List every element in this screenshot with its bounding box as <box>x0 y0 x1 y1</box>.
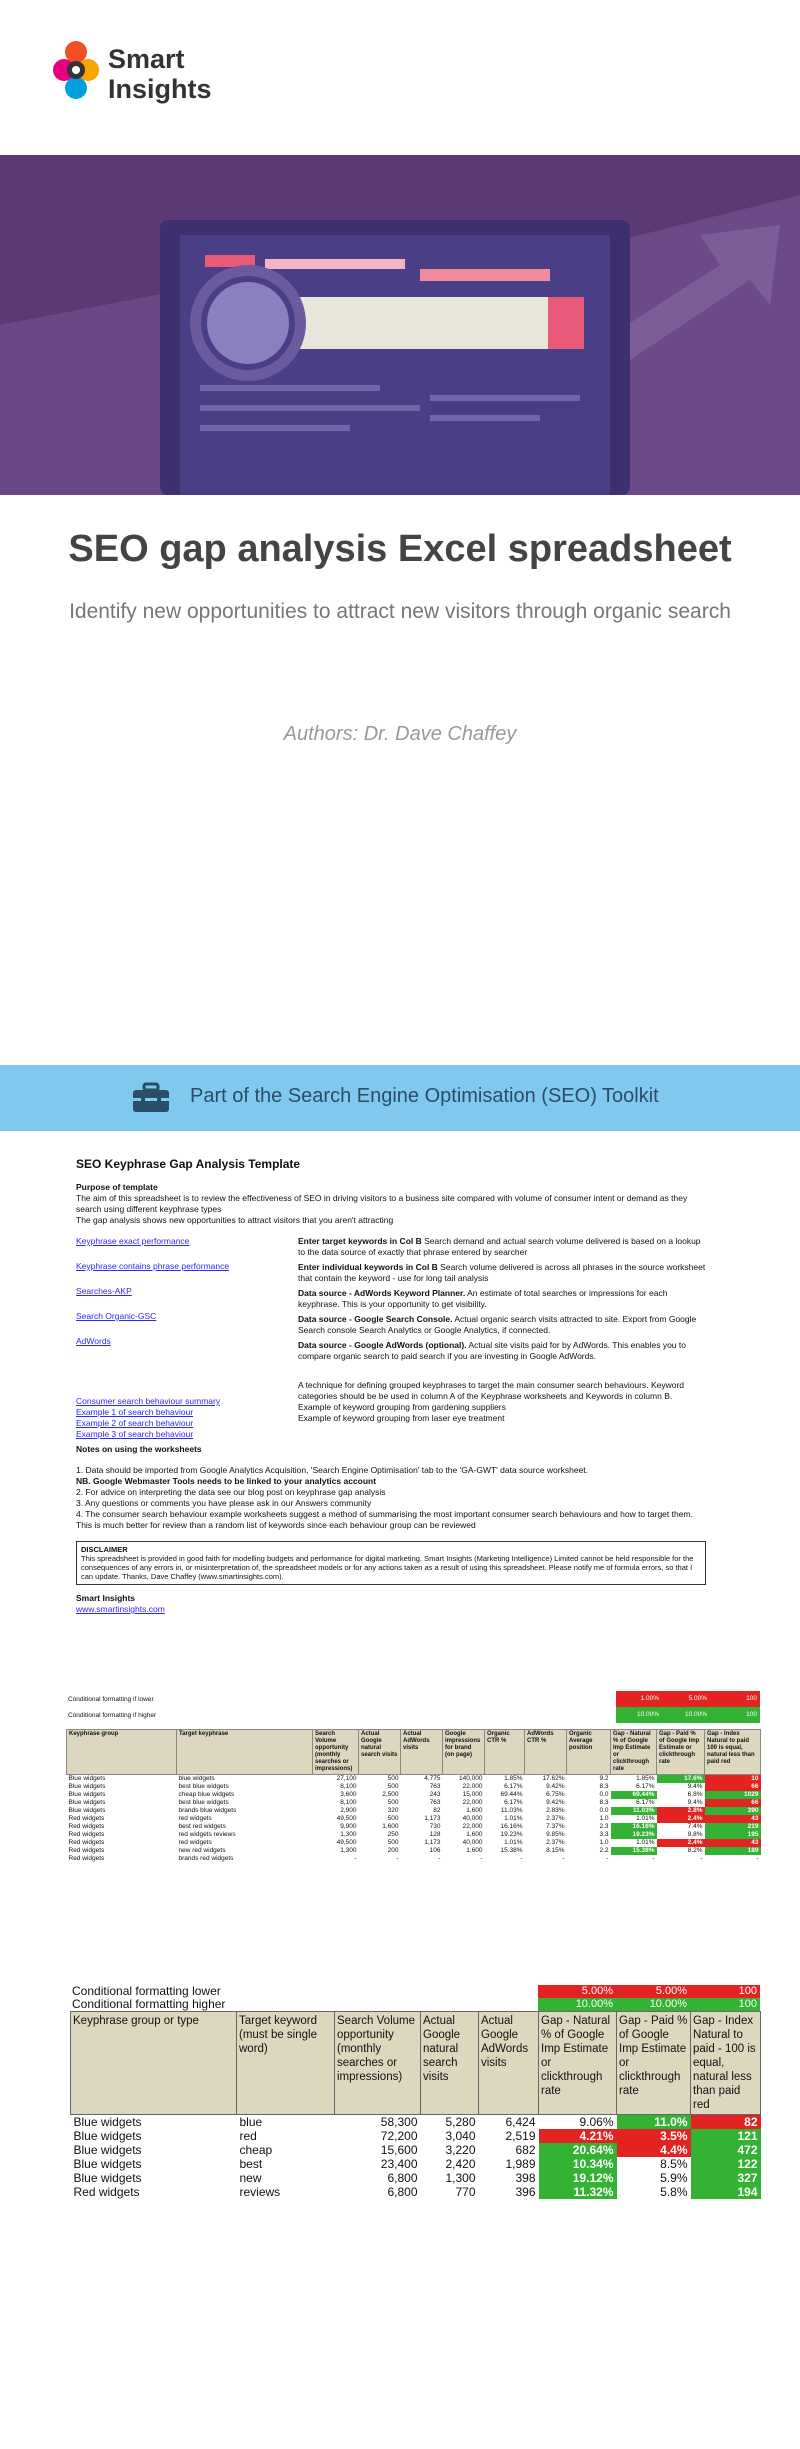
table-cell: Red widgets <box>73 2185 140 2199</box>
purpose-title: Purpose of template <box>76 1182 158 1192</box>
example-text-2: Example of keyword grouping from gardening suppliers <box>298 1402 506 1412</box>
table-cell: 500 <box>387 1839 399 1846</box>
table-cell: 2.4% <box>657 1839 705 1847</box>
table-cell: 2,900 <box>340 1807 357 1814</box>
table-cell: 11.03% <box>500 1807 523 1814</box>
table-row <box>67 1815 761 1823</box>
table-cell: 243 <box>429 1791 441 1798</box>
table-cell: best blue widgets <box>178 1799 229 1806</box>
big-col-header-3: Actual Google natural search visits <box>421 2012 479 2115</box>
table-cell: Blue widgets <box>68 1799 106 1806</box>
table-cell: 69.44% <box>611 1791 657 1799</box>
table-cell: 1,600 <box>466 1847 483 1854</box>
table-cell: blue <box>239 2115 263 2129</box>
table-cell: 2.3 <box>599 1823 609 1830</box>
footer-name: Smart Insights <box>76 1593 136 1603</box>
table-cell: 8.3 <box>599 1799 609 1806</box>
table-cell: Blue widgets <box>73 2157 142 2171</box>
table-cell: 2.2 <box>599 1847 609 1854</box>
table-cell: 9.42% <box>546 1783 565 1790</box>
table-cell: - <box>480 1855 483 1862</box>
table-cell: 122 <box>691 2157 761 2171</box>
table-cell: - <box>606 1855 609 1862</box>
table-cell: new <box>239 2171 262 2185</box>
table-cell: Blue widgets <box>73 2143 142 2157</box>
table-cell: 6,424 <box>505 2115 536 2129</box>
hero-banner <box>0 155 800 495</box>
table-cell: Blue widgets <box>68 1807 106 1814</box>
big-gap-table-section <box>70 1985 760 2199</box>
table-cell: 500 <box>387 1815 399 1822</box>
table-row <box>71 2157 761 2171</box>
table-cell: 27,100 <box>336 1775 357 1782</box>
big-col-header-7: Gap - Index Natural to paid - 100 is equal, natural less than paid red <box>691 2012 761 2115</box>
table-cell: 15.38% <box>611 1847 657 1855</box>
table-cell: - <box>700 1855 703 1862</box>
instruction-1: Enter target keywords in Col B Search demand and actual search volume delivered is based on a lookup to the data source of exactly that phrase entered by searcher <box>298 1236 701 1257</box>
table-cell: 9.8% <box>687 1831 703 1838</box>
big-cf-lower-1: 5.00% <box>538 1985 616 1998</box>
table-cell: Red widgets <box>68 1847 105 1854</box>
table-cell: 2.83% <box>546 1807 565 1814</box>
table-cell: 1,989 <box>505 2157 536 2171</box>
table-cell: Red widgets <box>68 1839 105 1846</box>
table-cell: 1,173 <box>424 1839 441 1846</box>
small-cf-lower-3: 100 <box>710 1691 760 1707</box>
table-cell: 500 <box>387 1783 399 1790</box>
template-document <box>76 1159 706 1615</box>
table-row <box>71 2171 761 2185</box>
table-cell: 1,600 <box>382 1823 399 1830</box>
table-cell: 763 <box>429 1783 441 1790</box>
disclaimer-text: This spreadsheet is provided in good faith for modelling budgets and performance for digital marketing. Smart Insights (Marketing Intelligence) Limited cannot be held responsible for the consequences of any errors in, or misinterpretation of, the spreadsheet models or for any actions taken as a result of using this spreadsheet. Please notify me of formula errors, so that I can update. Thanks, Dave Chaffey (www.smartinsights.com). <box>81 1554 694 1581</box>
table-cell: - <box>652 1855 655 1862</box>
table-cell: red widgets <box>178 1815 212 1822</box>
toolkit-banner[interactable] <box>0 1065 800 1131</box>
table-cell: - <box>756 1855 759 1862</box>
table-cell: 49,500 <box>336 1815 357 1822</box>
table-cell: - <box>520 1855 523 1862</box>
big-gap-table <box>70 2011 761 2199</box>
link-keyphrase-exact[interactable]: Keyphrase exact performance <box>76 1236 190 1246</box>
example-text-1: A technique for defining grouped keyphrases to target the main consumer search behaviours. Keyword categories should be be used in column A of the Keyphrase worksheets and Keywords in column B. <box>298 1380 685 1401</box>
table-cell: 3,220 <box>445 2143 476 2157</box>
logo-mark-icon <box>50 38 106 108</box>
table-cell: 250 <box>387 1831 399 1838</box>
table-cell: red widgets reviews <box>178 1831 236 1838</box>
table-cell: 6.17% <box>636 1783 655 1790</box>
table-cell: 7.37% <box>546 1823 565 1830</box>
small-col-header-10: Gap - Paid % of Google Imp Estimate or clickthrough rate <box>657 1730 705 1775</box>
table-cell: 10.34% <box>539 2157 617 2171</box>
table-cell: 1.01% <box>504 1839 523 1846</box>
table-cell: 770 <box>455 2185 476 2199</box>
table-cell: 22,000 <box>462 1823 483 1830</box>
table-cell: 6.17% <box>636 1799 655 1806</box>
table-cell: 398 <box>515 2171 536 2185</box>
table-cell: 82 <box>433 1807 441 1814</box>
table-row <box>67 1783 761 1791</box>
table-cell: 2.37% <box>546 1815 565 1822</box>
table-cell: 1.85% <box>636 1775 655 1782</box>
table-cell: 1.01% <box>636 1815 655 1822</box>
table-cell: 9.2 <box>599 1775 609 1782</box>
table-cell: red <box>239 2129 257 2143</box>
disclaimer-title: DISCLAIMER <box>81 1545 128 1554</box>
table-cell: Red widgets <box>68 1815 105 1822</box>
table-cell: 1.01% <box>504 1815 523 1822</box>
table-cell: 4,775 <box>424 1775 441 1782</box>
table-cell: best <box>239 2157 263 2171</box>
table-cell: 9.4% <box>687 1799 703 1806</box>
table-cell: 8.3 <box>599 1783 609 1790</box>
table-row <box>67 1839 761 1847</box>
table-cell: Blue widgets <box>73 2115 142 2129</box>
table-cell: 8.15% <box>546 1847 565 1854</box>
table-row <box>67 1799 761 1807</box>
table-cell: 6.8% <box>687 1791 703 1798</box>
table-cell: 8.2% <box>687 1847 703 1854</box>
example-descriptions <box>298 1380 708 1424</box>
example-text-3: Example of keyword grouping from laser eye treatment <box>298 1413 505 1423</box>
table-cell: 43 <box>705 1839 761 1847</box>
page-title: SEO gap analysis Excel spreadsheet <box>68 528 732 570</box>
table-row <box>71 2129 761 2143</box>
table-cell: new red widgets <box>178 1847 226 1854</box>
table-cell: blue widgets <box>178 1775 215 1782</box>
table-cell: 19.23% <box>611 1831 657 1839</box>
footer-url-link[interactable]: www.smartinsights.com <box>76 1604 165 1614</box>
small-cf-higher-label: Conditional formatting if higher <box>68 1712 157 1719</box>
table-cell: 19.23% <box>500 1831 523 1838</box>
table-cell: 23,400 <box>380 2157 418 2171</box>
table-cell: 5.9% <box>660 2171 688 2185</box>
table-cell: 15,600 <box>380 2143 418 2157</box>
table-cell: 20.64% <box>539 2143 617 2157</box>
table-cell: 106 <box>429 1847 441 1854</box>
table-cell: 5.8% <box>660 2185 688 2199</box>
table-cell: Blue widgets <box>68 1791 106 1798</box>
small-cf-higher-3: 100 <box>710 1707 760 1723</box>
small-col-header-4: Actual AdWords visits <box>401 1730 443 1775</box>
small-col-header-8: Organic Average position <box>567 1730 611 1775</box>
table-cell: 500 <box>387 1799 399 1806</box>
small-gap-table <box>66 1729 761 1863</box>
table-row <box>71 2115 761 2130</box>
note-5: This is much better for review than a random list of keywords since each behaviour group can be reviewed <box>76 1520 476 1530</box>
table-cell: 2,519 <box>505 2129 536 2143</box>
small-gap-table-section <box>66 1691 760 1863</box>
table-cell: Blue widgets <box>68 1775 106 1782</box>
table-cell: brands blue widgets <box>178 1807 237 1814</box>
table-cell: 194 <box>691 2185 761 2199</box>
table-cell: - <box>438 1855 441 1862</box>
small-table-header-row <box>67 1730 761 1775</box>
table-cell: 6,800 <box>387 2185 418 2199</box>
big-cf-higher-1: 10.00% <box>538 1998 616 2011</box>
table-row <box>71 2185 761 2199</box>
instruction-4: Data source - Google Search Console. Actual organic search visits attracted to site. Export from Google Search console Search Analytics or Google Analytics, if connected. <box>298 1314 697 1335</box>
magnifier-illustration-icon <box>0 155 800 495</box>
table-cell: 19.12% <box>539 2171 617 2185</box>
small-col-header-5: Google impressions for brand (on page) <box>443 1730 485 1775</box>
table-cell: 2.8% <box>657 1807 705 1815</box>
table-cell: 0.0 <box>599 1807 609 1814</box>
table-cell: 22,000 <box>462 1799 483 1806</box>
table-row <box>67 1831 761 1839</box>
table-row <box>67 1775 761 1784</box>
table-cell: 189 <box>705 1847 761 1855</box>
table-cell: - <box>354 1855 357 1862</box>
table-cell: 6.75% <box>546 1791 565 1798</box>
table-cell: 11.03% <box>611 1807 657 1815</box>
link-example-3[interactable]: Example 3 of search behaviour <box>76 1429 194 1439</box>
table-cell: 200 <box>387 1847 399 1854</box>
small-cf-lower-1: 1.00% <box>616 1691 662 1707</box>
table-cell: 219 <box>705 1823 761 1831</box>
table-cell: 2,500 <box>382 1791 399 1798</box>
table-cell: 3.3 <box>599 1831 609 1838</box>
table-cell: - <box>396 1855 399 1862</box>
link-searches-akp[interactable]: Searches-AKP <box>76 1286 132 1296</box>
small-col-header-3: Actual Google natural search visits <box>359 1730 401 1775</box>
small-col-header-9: Gap - Natural % of Google Imp Estimate or clickthrough rate <box>611 1730 657 1775</box>
table-cell: 1,300 <box>340 1831 357 1838</box>
table-cell: 3.5% <box>617 2129 691 2143</box>
big-cf-higher-label: Conditional formatting higher <box>72 1997 226 2011</box>
instruction-3: Data source - AdWords Keyword Planner. An estimate of total searches or impressions for each keyphrase. This is your opportunity to get visibility. <box>298 1288 668 1309</box>
big-col-header-2: Search Volume opportunity (monthly searches or impressions) <box>335 2012 421 2115</box>
table-cell: Blue widgets <box>73 2171 142 2185</box>
table-cell: 16.16% <box>611 1823 657 1831</box>
table-row <box>71 2143 761 2157</box>
purpose-text-1: The aim of this spreadsheet is to review the effectiveness of SEO in driving visitors to a business site compared with volume of consumer intent or demand as they search using different keyphrase types <box>76 1193 688 1214</box>
table-cell: - <box>562 1855 565 1862</box>
table-cell: 472 <box>691 2143 761 2157</box>
table-cell: 2.37% <box>546 1839 565 1846</box>
table-cell: 9.85% <box>546 1831 565 1838</box>
table-cell: 9.42% <box>546 1799 565 1806</box>
table-cell: 9,900 <box>340 1823 357 1830</box>
big-col-header-0: Keyphrase group or type <box>71 2012 237 2115</box>
table-cell: 66 <box>705 1799 761 1807</box>
link-adwords[interactable]: AdWords <box>76 1336 111 1346</box>
small-cf-higher-2: 10.00% <box>662 1707 710 1723</box>
table-cell: 8,100 <box>340 1783 357 1790</box>
instruction-5: Data source - Google AdWords (optional). Actual site visits paid for by AdWords. This enables you to compare organic search to paid search if you are investing in Google AdWords. <box>298 1340 686 1361</box>
table-cell: 82 <box>691 2115 761 2130</box>
example-links <box>76 1396 220 1440</box>
table-cell: 49,500 <box>336 1839 357 1846</box>
note-3: 3. Any questions or comments you have please ask in our Answers community <box>76 1498 372 1508</box>
table-cell: 40,000 <box>462 1839 483 1846</box>
note-2: 2. For advice on interpreting the data see our blog post on keyphrase gap analysis <box>76 1487 386 1497</box>
table-cell: 195 <box>705 1831 761 1839</box>
table-cell: 2.4% <box>657 1815 705 1823</box>
table-cell: 763 <box>429 1799 441 1806</box>
instructions-column <box>298 1236 708 1366</box>
table-cell: 4.4% <box>617 2143 691 2157</box>
table-cell: 1,600 <box>466 1807 483 1814</box>
table-cell: 11.0% <box>617 2115 691 2130</box>
table-cell: Red widgets <box>68 1855 105 1862</box>
table-cell: 1,173 <box>424 1815 441 1822</box>
table-cell: 40,000 <box>462 1815 483 1822</box>
table-cell: 8,100 <box>340 1799 357 1806</box>
big-cf-higher-3: 100 <box>690 1998 760 2011</box>
table-cell: 327 <box>691 2171 761 2185</box>
big-col-header-5: Gap - Natural % of Google Imp Estimate or clickthrough rate <box>539 2012 617 2115</box>
table-cell: 1.0 <box>599 1839 609 1846</box>
table-row <box>67 1807 761 1815</box>
table-cell: 500 <box>387 1775 399 1782</box>
table-cell: 5,280 <box>445 2115 476 2129</box>
table-cell: 11.32% <box>539 2185 617 2199</box>
link-search-organic-gsc[interactable]: Search Organic-GSC <box>76 1311 157 1321</box>
disclaimer-box <box>76 1541 706 1585</box>
table-cell: Blue widgets <box>68 1783 106 1790</box>
table-cell: 140,000 <box>459 1775 483 1782</box>
link-consumer-summary[interactable]: Consumer search behaviour summary <box>76 1396 221 1406</box>
notes-title: Notes on using the worksheets <box>76 1444 202 1454</box>
table-cell: 9.06% <box>579 2115 614 2129</box>
table-cell: 1,300 <box>340 1847 357 1854</box>
table-cell: 72,200 <box>380 2129 418 2143</box>
page-subtitle: Identify new opportunities to attract new visitors through organic search <box>69 600 731 623</box>
table-cell: cheap <box>239 2143 273 2157</box>
toolbox-icon <box>131 1082 171 1114</box>
small-col-header-6: Organic CTR % <box>485 1730 525 1775</box>
small-col-header-11: Gap - Index Natural to paid 100 is equal, natural less than paid red <box>705 1730 761 1775</box>
logo-line2: Insights <box>108 74 212 104</box>
table-cell: 320 <box>387 1807 399 1814</box>
table-cell: 10 <box>705 1775 761 1784</box>
table-cell: 396 <box>515 2185 536 2199</box>
link-keyphrase-contains[interactable]: Keyphrase contains phrase performance <box>76 1261 230 1271</box>
template-heading: SEO Keyphrase Gap Analysis Template <box>76 1157 301 1171</box>
table-cell: 730 <box>429 1823 441 1830</box>
big-table-header-row <box>71 2012 761 2115</box>
table-cell: 6,800 <box>387 2171 418 2185</box>
table-row <box>67 1847 761 1855</box>
table-cell: 128 <box>429 1831 441 1838</box>
table-cell: 6.17% <box>504 1783 523 1790</box>
table-cell: Red widgets <box>68 1831 105 1838</box>
table-cell: 3,600 <box>340 1791 357 1798</box>
small-cf-lower-row <box>66 1691 760 1707</box>
worksheet-links <box>76 1236 276 1361</box>
small-col-header-7: AdWords CTR % <box>525 1730 567 1775</box>
table-cell: brands red widgets <box>178 1855 234 1862</box>
table-row <box>67 1855 761 1863</box>
table-cell: 4.21% <box>539 2129 617 2143</box>
table-cell: red widgets <box>178 1839 212 1846</box>
table-cell: 58,300 <box>380 2115 418 2129</box>
logo-line1: Smart <box>108 44 185 74</box>
table-cell: 1,600 <box>466 1831 483 1838</box>
table-cell: 2,420 <box>445 2157 476 2171</box>
authors-line: Authors: Dr. Dave Chaffey <box>283 723 517 745</box>
small-cf-higher-1: 10.00% <box>616 1707 662 1723</box>
table-cell: 1029 <box>705 1791 761 1799</box>
table-cell: best blue widgets <box>178 1783 229 1790</box>
table-cell: Blue widgets <box>73 2129 142 2143</box>
purpose-text-2: The gap analysis shows new opportunities to attract visitors that you aren't attracting <box>76 1215 394 1225</box>
table-cell: 1.01% <box>636 1839 655 1846</box>
note-1: 1. Data should be imported from Google Analytics Acquisition, 'Search Engine Optimisation' tab to the 'GA-GWT' data source worksheet. <box>76 1465 589 1475</box>
table-cell: 682 <box>515 2143 536 2157</box>
link-example-2[interactable]: Example 2 of search behaviour <box>76 1418 194 1428</box>
big-col-header-6: Gap - Paid % of Google Imp Estimate or clickthrough rate <box>617 2012 691 2115</box>
table-cell: 1.85% <box>504 1775 523 1782</box>
table-cell: Red widgets <box>68 1823 105 1830</box>
table-cell: 15,000 <box>462 1791 483 1798</box>
big-cf-lower-2: 5.00% <box>616 1985 690 1998</box>
big-cf-higher-row <box>70 1998 760 2011</box>
table-cell: 0.0 <box>599 1791 609 1798</box>
table-cell: best red widgets <box>178 1823 226 1830</box>
smart-insights-logo <box>50 38 240 108</box>
small-cf-higher-row <box>66 1707 760 1723</box>
table-cell: 121 <box>691 2129 761 2143</box>
table-cell: 8.5% <box>660 2157 688 2171</box>
table-cell: 69.44% <box>500 1791 523 1798</box>
table-cell: 390 <box>705 1807 761 1815</box>
table-cell: 15.38% <box>500 1847 523 1854</box>
big-col-header-4: Actual Google AdWords visits <box>479 2012 539 2115</box>
table-cell: 3,040 <box>445 2129 476 2143</box>
instruction-2: Enter individual keywords in Col B Search volume delivered is across all phrases in the source worksheet that contain the keyword - use for long tail analysis <box>298 1262 706 1283</box>
table-cell: 6.17% <box>504 1799 523 1806</box>
table-cell: 17.6% <box>657 1775 705 1784</box>
big-cf-lower-3: 100 <box>690 1985 760 1998</box>
small-col-header-0: Keyphrase group <box>67 1730 177 1775</box>
link-example-1[interactable]: Example 1 of search behaviour <box>76 1407 194 1417</box>
table-row <box>67 1823 761 1831</box>
table-cell: cheap blue widgets <box>178 1791 235 1798</box>
note-nb: NB. Google Webmaster Tools needs to be linked to your analytics account <box>76 1476 377 1486</box>
small-cf-lower-2: 5.00% <box>662 1691 710 1707</box>
big-cf-higher-2: 10.00% <box>616 1998 690 2011</box>
table-cell: 1,300 <box>445 2171 476 2185</box>
table-cell: 17.62% <box>542 1775 565 1782</box>
small-col-header-1: Target keyphrase <box>177 1730 313 1775</box>
table-cell: 1.0 <box>599 1815 609 1822</box>
table-cell: 7.4% <box>687 1823 703 1830</box>
small-cf-lower-label: Conditional formatting if lower <box>68 1696 154 1703</box>
table-row <box>67 1791 761 1799</box>
table-cell: 66 <box>705 1783 761 1791</box>
table-cell: 43 <box>705 1815 761 1823</box>
note-4: 4. The consumer search behaviour example worksheets suggest a method of summarising the most important consumer search behaviours and how to target them. <box>76 1509 693 1519</box>
table-cell: 16.16% <box>500 1823 523 1830</box>
big-col-header-1: Target keyword (must be single word) <box>237 2012 335 2115</box>
table-cell: reviews <box>239 2185 281 2199</box>
small-col-header-2: Search Volume opportunity (monthly searches or impressions) <box>313 1730 359 1775</box>
big-cf-lower-label: Conditional formatting lower <box>72 1984 221 1998</box>
table-cell: 9.4% <box>687 1783 703 1790</box>
toolkit-label: Part of the Search Engine Optimisation (SEO) Toolkit <box>190 1085 659 1107</box>
table-cell: 22,000 <box>462 1783 483 1790</box>
